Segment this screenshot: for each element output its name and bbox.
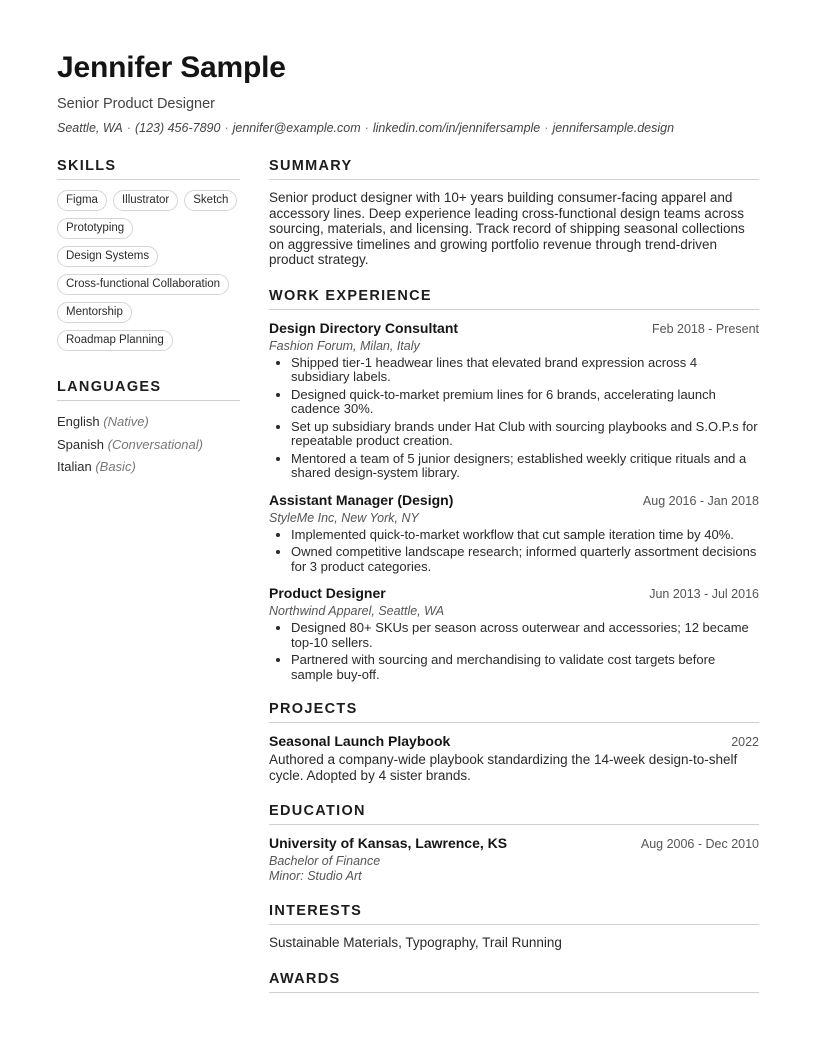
languages-list bbox=[57, 411, 240, 479]
job-bullet: • Owned competitive landscape research; informed quarterly assortment decisions for 3 product categories. bbox=[291, 545, 759, 574]
education-school: University of Kansas, Lawrence, KS bbox=[269, 835, 508, 851]
contact-email[interactable]: jennifer@example.com bbox=[232, 121, 361, 135]
contact-website[interactable]: jennifersample.design bbox=[552, 121, 675, 135]
job-bullet: • Implemented quick-to-market workflow that cut sample iteration time by 40%. bbox=[291, 528, 759, 543]
interests-heading: INTERESTS bbox=[269, 903, 759, 925]
language-item bbox=[57, 411, 240, 434]
job-bullets bbox=[269, 356, 759, 481]
skill-chip: Figma bbox=[57, 190, 107, 211]
job-bullet: • Shipped tier-1 headwear lines that elevated brand expression across 4 subsidiary labels. bbox=[291, 356, 759, 385]
job-bullets bbox=[269, 528, 759, 575]
skill-chip: Mentorship bbox=[57, 302, 132, 323]
language-name: Italian bbox=[57, 459, 92, 474]
education-entry bbox=[269, 835, 759, 883]
project-description: Authored a company-wide playbook standardizing the 14-week design-to-shelf cycle. Adopted by 4 sister brands. bbox=[269, 752, 738, 783]
candidate-title: Senior Product Designer bbox=[57, 96, 215, 112]
language-level: (Conversational) bbox=[107, 436, 203, 452]
education-degree: Bachelor of Finance bbox=[269, 854, 381, 868]
language-name: Spanish bbox=[57, 436, 104, 452]
skills-heading: SKILLS bbox=[57, 158, 240, 180]
skill-chip: Illustrator bbox=[113, 190, 178, 211]
skill-chip: Roadmap Planning bbox=[57, 330, 173, 351]
job-company: Fashion Forum, Milan, Italy bbox=[269, 338, 420, 353]
language-item bbox=[57, 456, 240, 479]
job-entry bbox=[269, 585, 759, 682]
awards-heading: AWARDS bbox=[269, 971, 759, 993]
education-minor: Minor: Studio Art bbox=[269, 869, 362, 883]
projects-heading: PROJECTS bbox=[269, 701, 759, 723]
candidate-name: Jennifer Sample bbox=[57, 51, 286, 84]
project-title: Seasonal Launch Playbook bbox=[269, 733, 451, 749]
job-dates: Aug 2016 - Jan 2018 bbox=[642, 493, 759, 508]
contact-separator: · bbox=[544, 121, 549, 135]
job-bullets bbox=[269, 621, 759, 682]
language-item bbox=[57, 434, 240, 457]
language-name: English bbox=[57, 414, 100, 429]
education-dates: Aug 2006 - Dec 2010 bbox=[640, 837, 759, 851]
contact-location: Seattle, WA bbox=[57, 121, 123, 135]
job-title: Design Directory Consultant bbox=[269, 319, 459, 336]
left-column bbox=[57, 158, 240, 479]
interests-text: Sustainable Materials, Typography, Trail Running bbox=[269, 935, 562, 950]
language-level: (Basic) bbox=[95, 459, 136, 474]
skill-chip: Design Systems bbox=[57, 246, 158, 267]
contact-separator: · bbox=[126, 121, 131, 135]
job-dates: Feb 2018 - Present bbox=[651, 321, 759, 336]
summary-heading: SUMMARY bbox=[269, 158, 759, 180]
project-entry bbox=[269, 733, 759, 783]
right-column bbox=[269, 158, 759, 1003]
experience-heading: WORK EXPERIENCE bbox=[269, 288, 759, 310]
contact-phone: (123) 456-7890 bbox=[134, 121, 221, 135]
skill-chip: Sketch bbox=[184, 190, 237, 211]
skill-chip: Cross-functional Collaboration bbox=[57, 274, 229, 295]
job-bullet: • Partnered with sourcing and merchandising to validate cost targets before sample buy-off. bbox=[291, 653, 759, 682]
contact-separator: · bbox=[364, 121, 369, 135]
project-year: 2022 bbox=[731, 735, 759, 749]
job-bullet: • Set up subsidiary brands under Hat Club with sourcing playbooks and S.O.P.s for repeatable product creation. bbox=[291, 420, 759, 449]
job-title: Product Designer bbox=[269, 585, 386, 601]
job-dates: Jun 2013 - Jul 2016 bbox=[649, 587, 759, 601]
language-level: (Native) bbox=[103, 414, 149, 429]
job-title: Assistant Manager (Design) bbox=[269, 491, 454, 508]
job-company: StyleMe Inc, New York, NY bbox=[269, 510, 419, 525]
job-company: Northwind Apparel, Seattle, WA bbox=[269, 604, 445, 618]
contact-line bbox=[57, 121, 674, 135]
education-heading: EDUCATION bbox=[269, 803, 759, 825]
job-bullet: • Mentored a team of 5 junior designers; established weekly critique rituals and a shared design-system library. bbox=[291, 452, 759, 481]
skill-chip: Prototyping bbox=[57, 218, 133, 239]
job-bullet: • Designed quick-to-market premium lines for 6 brands, accelerating launch cadence 30%. bbox=[291, 388, 759, 417]
job-entry bbox=[269, 492, 759, 575]
skills-list bbox=[57, 190, 240, 351]
languages-heading: LANGUAGES bbox=[57, 379, 240, 401]
job-bullet: • Designed 80+ SKUs per season across outerwear and accessories; 12 became top-10 sellers. bbox=[291, 621, 759, 650]
contact-separator: · bbox=[224, 121, 229, 135]
contact-linkedin[interactable]: linkedin.com/in/jennifersample bbox=[372, 121, 541, 135]
summary-text: Senior product designer with 10+ years building consumer-facing apparel and accessory lines. Deep experience leading cross-functional design teams across sourcing, materials, and licensing. Track record of shipping seasonal collections on aggressive timelines and growing portfolio revenue through trend-driven product strategy. bbox=[269, 190, 745, 267]
job-entry bbox=[269, 320, 759, 481]
